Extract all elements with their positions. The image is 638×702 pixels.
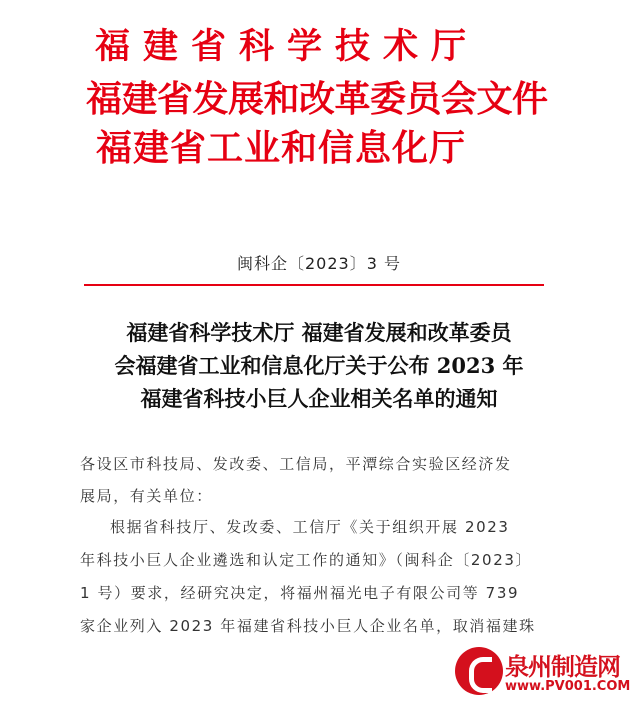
agency-header-line: 福建省科学技术厅	[95, 27, 480, 67]
addressee-line: 各设区市科技局、发改委、工信局，平潭综合实验区经济发	[80, 455, 512, 473]
red-divider	[84, 284, 544, 286]
agency-header-line: 福建省工业和信息化厅	[96, 128, 467, 169]
watermark-site-name: 泉州制造网	[505, 653, 620, 681]
document-number: 闽科企〔2023〕3 号	[237, 254, 401, 273]
watermark-logo-icon	[455, 647, 503, 695]
addressee-line: 展局，有关单位：	[80, 487, 213, 505]
document-title-line: 会福建省工业和信息化厅关于公布 2023 年	[114, 353, 524, 378]
body-paragraph-line: 年科技小巨人企业遴选和认定工作的通知》（闽科企〔2023〕	[80, 551, 533, 569]
site-watermark	[455, 645, 638, 702]
agency-header-line: 福建省发展和改革委员会文件	[86, 79, 548, 120]
body-paragraph-line: 根据省科技厅、发改委、工信厅《关于组织开展 2023	[110, 518, 510, 536]
body-paragraph-line: 1 号）要求，经研究决定，将福州福光电子有限公司等 739	[80, 584, 520, 602]
document-title-line: 福建省科学技术厅 福建省发展和改革委员	[126, 320, 512, 345]
document-title-line: 福建省科技小巨人企业相关名单的通知	[140, 386, 498, 411]
body-paragraph-line: 家企业列入 2023 年福建省科技小巨人企业名单，取消福建珠	[80, 617, 536, 635]
watermark-url: www.PV001.COM	[505, 679, 631, 694]
